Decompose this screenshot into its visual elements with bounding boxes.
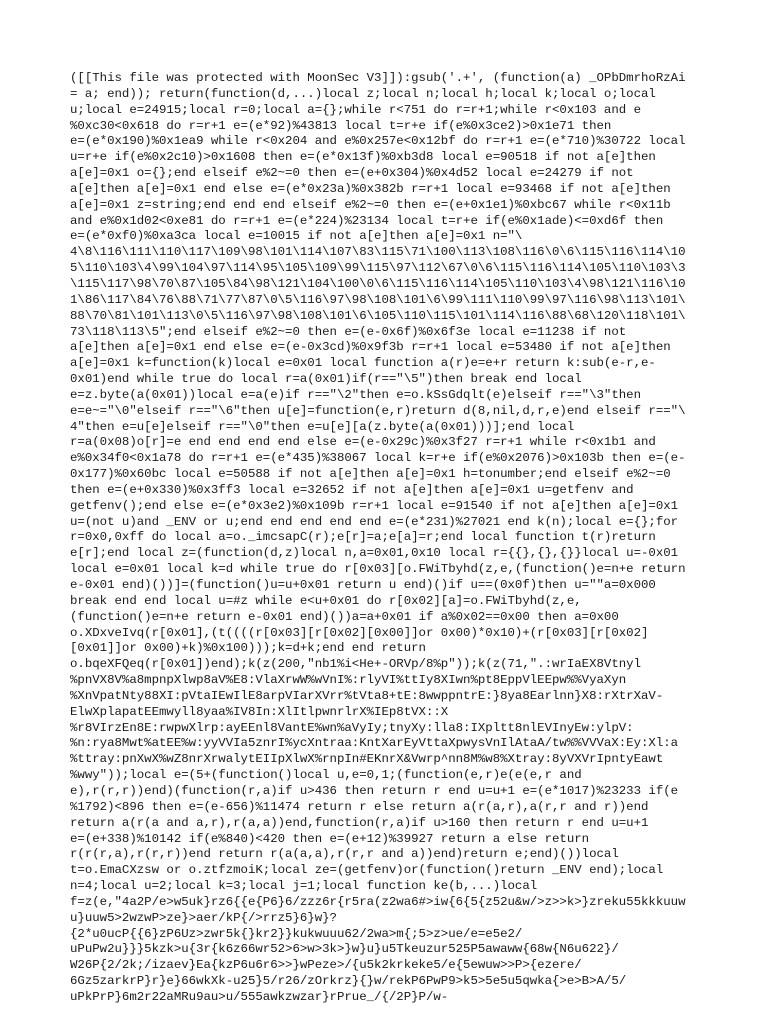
code-line: \115\117\98\70\87\105\84\98\121\104\100\0\6\115\116\114\105\110\103\4\98\121\116\10 <box>70 276 686 291</box>
code-line: 4\8\116\111\110\117\109\98\101\114\107\83\115\71\100\113\108\116\0\6\115\116\114\10 <box>70 245 686 260</box>
code-line: %1792)<896 then e=(e-656)%11474 return r else return a(r(a,r),a(r,r and r))end <box>70 799 649 814</box>
code-line: (function()e=n+e return e-0x01 end)())a=a+0x01 if a%0x02==0x00 then a=0x00 <box>70 609 619 624</box>
code-line: {2*u0ucP{{6}zP6Uz>zwr5k{}kr2}}kukwuuu62/2wa>m{;5>z>ue/e=e5e2/ <box>70 926 523 941</box>
code-line: 88\70\81\101\113\0\5\116\97\98\108\101\6\105\110\115\101\114\116\88\68\120\118\101\ <box>70 308 686 323</box>
code-line: f=z(e,"4a2P/e>w5uk}rz6{{e{P6}6/zzz6r{r5ra(z2wa6#>iw{6{5{z52u&w/>z>>k>}zreku55kkkuuw <box>70 894 686 909</box>
code-line: r=0x0,0xff do local a=o._imcsapC(r);e[r]=a;e[a]=r;end local function t(r)return <box>70 530 656 545</box>
code-line: o.XDxveIvq(r[0x01],(t((((r[0x03][r[0x02][0x00]]or 0x00)*0x10)+(r[0x03][r[0x02] <box>70 625 649 640</box>
code-line: e-0x01 end)())]=(function()u=u+0x01 return u end)()if u==(0x0f)then u=""a=0x000 <box>70 578 656 592</box>
code-line: break end end local u=#z while e<u+0x01 do r[0x02][a]=o.FWiTbyhd(z,e, <box>70 593 582 608</box>
code-line: e[r];end local z=(function(d,z)local n,a=0x01,0x10 local r={{},{},{}}local u=-0x01 <box>70 546 679 561</box>
code-line: %r8VIrzEn8E:rwpwXlrp:ayEEnl8VantE%wn%aVyIy;tnyXy:lla8:IXpltt8nlEVInyEw:ylpV: <box>70 720 634 735</box>
code-line: %ttray:pnXwX%wZ8nrXrwalytEIIpXlwX%rnpIn#EKnrX&Vwrp^nn8M%w8%Xtray:8yVXVrIpntyEawt <box>70 752 664 767</box>
code-line: e=(e*0x190)%0x1ea9 while r<0x204 and e%0x257e<0x12bf do r=r+1 e=(e*710)%30722 local <box>70 134 686 149</box>
code-line: u}uuw5>2wzwP>ze}>aer/kP{/>rrz5}6}w}? <box>70 910 337 925</box>
code-line: a[e]=0x1 k=function(k)local e=0x01 local function a(r)e=e+r return k:sub(e-r,e- <box>70 356 656 371</box>
code-line: u=r+e if(e%0x2c10)>0x1608 then e=(e*0x13f)%0xb3d8 local e=90518 if not a[e]then <box>70 150 656 165</box>
code-line: n=4;local u=2;local k=3;local j=1;local function ke(b,...)local <box>70 879 538 894</box>
code-line: e=(e+338)%10142 if(e%840)<420 then e=(e+12)%39927 return a else return <box>70 831 590 846</box>
code-line: r=a(0x08)o[r]=e end end end end else e=(e-0x29c)%0x3f27 r=r+1 while r<0x1b1 and <box>70 435 656 450</box>
code-line: e=(e*0xf0)%0xa3ca local e=10015 if not a[e]then a[e]=0x1 n="\ <box>70 229 523 244</box>
code-line: t=o.EmaCXzsw or o.ztfzmoiK;local ze=(getfenv)or(function()return _ENV end);local <box>70 863 664 878</box>
code-line: uPuPw2u}}}5kzk>u{3r{k6z66wr52>6>w>3k>}w}u}u5Tkeuzur525P5awaww{68w{N6u622}/ <box>70 942 619 957</box>
code-line: 0x177)%0x60bc local e=50588 if not a[e]then a[e]=0x1 h=tonumber;end elseif e%2~=0 <box>70 467 671 482</box>
code-line: 5\110\103\4\99\104\97\114\95\105\109\99\115\97\112\67\0\6\115\116\114\105\110\103\3 <box>70 261 686 276</box>
code-line: %0xc30<0x618 do r=r+1 e=(e*92)%43813 local t=r+e if(e%0x3ce2)>0x1e71 then <box>70 118 612 133</box>
code-line: = a; end)); return(function(d,...)local z;local n;local h;local k;local o;local <box>70 86 656 101</box>
code-line: e=e~="\0"elseif r=="\6"then u[e]=function(e,r)return d(8,nil,d,r,e)end elseif r=="\ <box>70 403 686 418</box>
code-line: 1\86\117\84\76\88\71\77\87\0\5\116\97\98\108\101\6\99\111\110\99\97\116\98\113\101\ <box>70 292 686 307</box>
code-line: 4"then e=u[e]elseif r=="\0"then e=u[e][a(z.byte(a(0x01)))];end local <box>70 419 575 434</box>
code-line: and e%0x1d02<0xe81 do r=r+1 e=(e*224)%23134 local t=r+e if(e%0x1ade)<=0xd6f then <box>70 213 664 228</box>
code-line: a[e]=0x1 z=string;end end end elseif e%2~=0 then e=(e+0x1e1)%0xbc67 while r<0x11b <box>70 197 671 212</box>
code-line: e),r(r,r))end)(function(r,a)if u>436 then return r end u=u+1 e=(e*1017)%23233 if(e <box>70 783 679 798</box>
code-line: 0x01)end while true do local r=a(0x01)if(r=="\5")then break end local <box>70 372 582 387</box>
code-line: u;local e=24915;local r=0;local a={};while r<751 do r=r+1;while r<0x103 and e <box>70 102 642 117</box>
code-line: e%0x34f0<0x1a78 do r=r+1 e=(e*435)%38067 local k=r+e if(e%0x2076)>0x103b then e=(e- <box>70 451 686 466</box>
code-line: ([[This file was protected with MoonSec V3]]):gsub('.+', (function(a) _OPbDmrhoRzAi <box>70 71 686 85</box>
code-line: a[e]then a[e]=0x1 end else e=(e-0x3cd)%0x9f3b r=r+1 local e=53480 if not a[e]then <box>70 340 671 355</box>
code-line: 73\118\113\5";end elseif e%2~=0 then e=(e-0x6f)%0x6f3e local e=11238 if not <box>70 324 627 339</box>
code-line: W26P{2/2k;/izaev}Ea{kzP6u6r6>>}wPeze>/{u5k2krkeke5/e{5ewuw>>P>{ezere/ <box>70 958 582 973</box>
code-line: r(r(r,a),r(r,r))end return r(a(a,a),r(r,r and a))end)return e;end)())local <box>70 847 619 862</box>
code-line: getfenv();end else e=(e*0x3e2)%0x109b r=r+1 local e=91540 if not a[e]then a[e]=0x1 <box>70 498 679 513</box>
code-line: o.bqeXFQeq(r[0x01])end);k(z(200,"nb1%i<He+-ORVp/8%p"));k(z(71,".:wrIaEX8Vtnyl <box>70 657 642 672</box>
code-line: %n:rya8Mwt%atEE%w:yyVVIa5znrI%ycXntraa:KntXarEyVttaXpwysVnIlAtaA/tw%%VVVaX:Ey:Xl:a <box>70 736 679 751</box>
code-line: u=(not u)and _ENV or u;end end end end end e=(e*231)%27021 end k(n);local e={};for <box>70 514 679 529</box>
obfuscated-code-text <box>70 71 712 1006</box>
code-line: 6Gz5zarkrP}r}e}66wkXk-u25}5/r26/zOrkrz}{}w/rekP6PwP9>k5>5e5u5qwka{>e>B>A/5/ <box>70 974 627 989</box>
code-line: ElwXplapatEEmwyll8yaa%IV8In:XlItlpwnrlrX%IEp8tVX::X <box>70 704 449 719</box>
code-line: [0x01]]or 0x00)+k)%0x100)));k=d+k;end end return <box>70 641 426 656</box>
code-line: local e=0x01 local k=d while true do r[0x03][o.FWiTbyhd(z,e,(function()e=n+e return <box>70 562 686 577</box>
code-line: a[e]then a[e]=0x1 end else e=(e*0x23a)%0x382b r=r+1 local e=93468 if not a[e]then <box>70 181 671 196</box>
code-line: a[e]=0x1 o={};end elseif e%2~=0 then e=(e+0x304)%0x4d52 local e=24279 if not <box>70 166 634 181</box>
code-line: %XnVpatNty88XI:pVtaIEwIlE8arpVIarXVrr%tVta8+tE:8wwppntrE:}8ya8Earlnn}X8:rXtrXaV- <box>70 688 664 703</box>
code-line: %wwy"));local e=(5+(function()local u,e=0,1;(function(e,r)e(e(e,r and <box>70 768 582 783</box>
code-line: e=z.byte(a(0x01))local e=a(e)if r=="\2"then e=o.kSsGdqlt(e)elseif r=="\3"then <box>70 387 642 402</box>
code-line: then e=(e+0x330)%0x3ff3 local e=32652 if not a[e]then a[e]=0x1 u=getfenv and <box>70 482 634 497</box>
code-line: uPkPrP}6m2r22aMRu9au>u/555awkzwzar}rPrue_/{/2P}P/w- <box>70 989 449 1004</box>
code-line: return a(r(a and a,r),r(a,a))end,function(r,a)if u>160 then return r end u=u+1 <box>70 815 649 830</box>
code-line: %pnVX8V%a8mpnpXlwp8aV%E8:VlaXrwW%wVnI%:rlyVI%ttIy8XIwn%pt8EppVlEEpw%%VyaXyn <box>70 673 627 688</box>
